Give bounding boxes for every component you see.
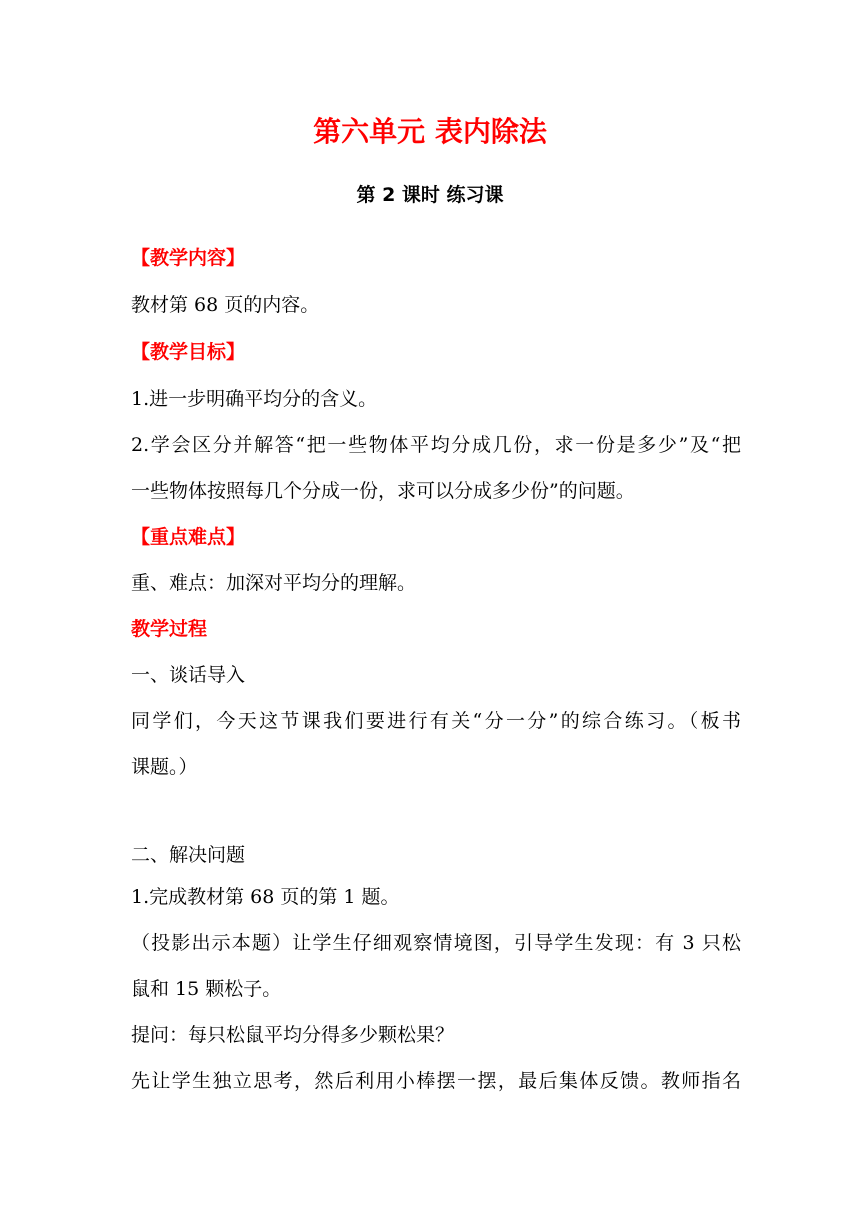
part-1-heading: 一、谈话导入: [131, 664, 246, 686]
page-title: 第六单元 表内除法: [313, 115, 547, 148]
part-2-question: 提问：每只松鼠平均分得多少颗松果？: [131, 1024, 455, 1046]
part-1-text-line-2: 课题。）: [131, 756, 198, 778]
part-2-text-line-2: 鼠和 15 颗松子。: [131, 978, 282, 1000]
teaching-goal-1: 1.进一步明确平均分的含义。: [131, 388, 378, 410]
part-2-text-line-1: （投影出示本题）让学生仔细观察情境图，引导学生发现：有 3 只松: [131, 932, 741, 954]
teaching-goal-heading: 【教学目标】: [131, 341, 246, 363]
part-2-heading: 二、解决问题: [131, 844, 246, 866]
teaching-content-heading: 【教学内容】: [131, 247, 246, 269]
teaching-goal-2-line-2: 一些物体按照每几个分成一份，求可以分成多少份”的问题。: [131, 480, 635, 502]
teaching-process-heading: 教学过程: [131, 618, 208, 640]
part-1-text-line-1: 同学们，今天这节课我们要进行有关“分一分”的综合练习。（板书: [131, 710, 741, 732]
part-2-last-line: 先让学生独立思考，然后利用小棒摆一摆，最后集体反馈。教师指名: [131, 1070, 741, 1092]
teaching-content-text: 教材第 68 页的内容。: [131, 294, 320, 316]
lesson-subtitle: 第 2 课时 练习课: [356, 184, 504, 206]
part-2-item-1: 1.完成教材第 68 页的第 1 题。: [131, 886, 400, 908]
key-difficulty-heading: 【重点难点】: [131, 526, 246, 548]
key-difficulty-text: 重、难点：加深对平均分的理解。: [131, 572, 417, 594]
teaching-goal-2-line-1: 2.学会区分并解答“把一些物体平均分成几份，求一份是多少”及“把: [131, 434, 741, 456]
